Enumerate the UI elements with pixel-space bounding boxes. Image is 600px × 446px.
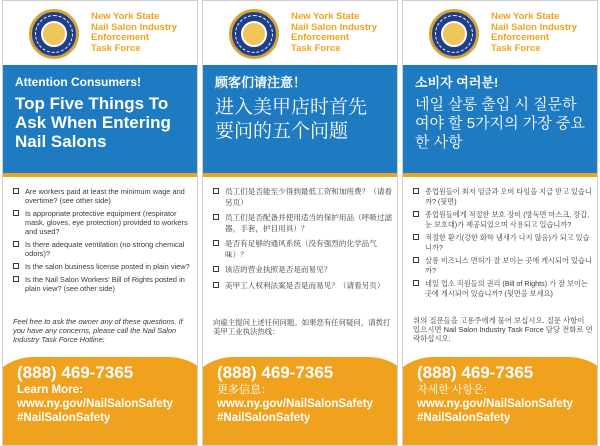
org-line: Task Force (291, 42, 341, 54)
panel-header (3, 1, 197, 63)
question-item (13, 209, 195, 236)
question-item (213, 265, 395, 276)
question-text: 美甲工人权利法案是否是而易见？（请看另页） (225, 280, 385, 290)
checkbox-icon (413, 188, 419, 194)
checkbox-icon (213, 214, 219, 220)
question-text: 살롱 비즈니스 면허가 잘 보이는 곳에 게시되어 있습니까? (425, 256, 592, 275)
flyer-panel-chinese (202, 0, 398, 446)
org-line: New York State (91, 11, 160, 22)
contact-info (217, 363, 397, 425)
org-name (91, 12, 195, 54)
checkbox-icon (13, 263, 19, 269)
attention-heading: 소비자 여러분! (415, 75, 499, 90)
question-item (13, 262, 195, 271)
question-text: 员工们是否能至少得到最低工资和加班费？（请看另页） (225, 187, 393, 207)
question-text: Is appropriate protective equipment (respirator mask, gloves, eye protection) provided to workers and used? (25, 209, 188, 236)
question-item (13, 240, 195, 258)
question-text: 적절한 환기(강한 화학 냄새가 나지 않음)가 되고 있습니까? (425, 233, 590, 252)
org-line: Nail Salon Industry (491, 21, 578, 33)
checkbox-icon (413, 280, 419, 286)
hotline-note: 向雇主提问上述任何问题。如果您有任何疑问，请拨打美甲工业执法热线： (213, 318, 391, 336)
question-item (413, 187, 595, 206)
checkbox-icon (413, 211, 419, 217)
hotline-note: 위의 질문들을 고용주에게 물어 보십시오. 질문 사항이 있으시면 Nail Salon Industry Task Force 담당 전화로 연락하십시오: (413, 316, 593, 343)
org-name (491, 12, 595, 54)
state-seal-icon (229, 9, 279, 59)
question-item (213, 213, 395, 234)
org-line: Nail Salon Industry (291, 21, 378, 33)
org-line: Task Force (91, 42, 141, 54)
question-text: 是否有足够的通风系统（没有强烈的化学品气味）？ (225, 239, 377, 259)
org-line: Enforcement (491, 32, 550, 43)
attention-heading: 顾客们请注意！ (215, 75, 307, 90)
website-link[interactable]: www.ny.gov/NailSalonSafety (417, 398, 573, 410)
contact-info (417, 363, 597, 425)
checkbox-icon (13, 276, 19, 282)
learn-more-label: 자세한 사항은: (417, 384, 487, 396)
question-text: Are workers paid at least the minimum wage and overtime? (see other side) (25, 187, 185, 205)
question-item (413, 256, 595, 275)
website-link[interactable]: www.ny.gov/NailSalonSafety (217, 398, 373, 410)
hashtag: #NailSalonSafety (17, 412, 111, 424)
question-item (213, 281, 395, 292)
question-list (213, 187, 395, 296)
title-banner (403, 65, 597, 173)
main-title: Top Five Things To Ask When Entering Nail Salons (15, 94, 171, 151)
org-line: Task Force (491, 42, 541, 54)
state-seal-icon (29, 9, 79, 59)
org-line: Enforcement (91, 32, 150, 43)
flyer-panel-english (2, 0, 198, 446)
hotline-phone[interactable]: (888) 469-7365 (417, 363, 534, 382)
title-banner (3, 65, 197, 173)
divider (203, 173, 397, 177)
org-line: Enforcement (291, 32, 350, 43)
question-item (413, 233, 595, 252)
checkbox-icon (213, 188, 219, 194)
question-text: 네일 업소 직원들의 권리 (Bill of Rights) 가 잘 보이는 곳에 게시되어 있습니까? (뒷면을 보세요) (425, 279, 588, 298)
hotline-note: Feel free to ask the owner any of these questions. If you have any concerns, please call the Nail Salon Industry Task Force Hotline: (13, 317, 183, 344)
org-line: Nail Salon Industry (91, 21, 178, 33)
hashtag: #NailSalonSafety (217, 412, 311, 424)
hotline-phone[interactable]: (888) 469-7365 (217, 363, 334, 382)
org-line: New York State (491, 11, 560, 22)
question-item (213, 239, 395, 260)
org-line: New York State (291, 11, 360, 22)
question-text: Is the Nail Salon Workers' Bill of Rights posted in plain view? (see other side) (25, 275, 185, 293)
divider (403, 173, 597, 177)
panel-header (403, 1, 597, 63)
hotline-phone[interactable]: (888) 469-7365 (17, 363, 134, 382)
state-seal-icon (429, 9, 479, 59)
question-list (413, 187, 595, 302)
learn-more-label: 更多信息： (217, 384, 272, 396)
contact-info (17, 363, 197, 425)
hashtag: #NailSalonSafety (417, 412, 511, 424)
attention-heading: Attention Consumers! (15, 75, 141, 89)
question-item (13, 187, 195, 205)
question-item (413, 279, 595, 298)
title-banner (203, 65, 397, 173)
question-text: Is there adequate ventilation (no strong chemical odors)? (25, 240, 185, 258)
website-link[interactable]: www.ny.gov/NailSalonSafety (17, 398, 173, 410)
checkbox-icon (413, 234, 419, 240)
org-name (291, 12, 395, 54)
question-text: 员工们是否配备并使用适当的保护用品（呼吸过滤器，手套，护目用具）？ (225, 213, 393, 233)
main-title: 进入美甲店时首先要问的五个问题 (215, 97, 368, 142)
checkbox-icon (213, 266, 219, 272)
question-text: 该店的营业执照是否是而易见？ (225, 265, 332, 274)
question-item (413, 210, 595, 229)
learn-more-label: Learn More: (17, 384, 83, 396)
question-list (13, 187, 195, 297)
checkbox-icon (13, 241, 19, 247)
question-item (13, 275, 195, 293)
question-text: Is the salon business license posted in plain view? (25, 262, 190, 271)
panel-header (203, 1, 397, 63)
checkbox-icon (213, 240, 219, 246)
flyer-panel-korean (402, 0, 598, 446)
main-title: 네일 살롱 출입 시 질문하여야 할 5가지의 가장 중요한 사항 (415, 96, 585, 151)
checkbox-icon (213, 282, 219, 288)
divider (3, 173, 197, 177)
checkbox-icon (413, 257, 419, 263)
checkbox-icon (13, 188, 19, 194)
question-text: 종업원들에게 적절한 보호 장비 (방독면 마스크, 장갑, 눈 보호대)가 제공되었으며 사용되고 있습니까? (425, 210, 590, 229)
question-text: 종업원들이 최저 임금과 오버 타임을 지급 받고 있습니까? (뒷면) (425, 187, 592, 206)
question-item (213, 187, 395, 208)
checkbox-icon (13, 210, 19, 216)
